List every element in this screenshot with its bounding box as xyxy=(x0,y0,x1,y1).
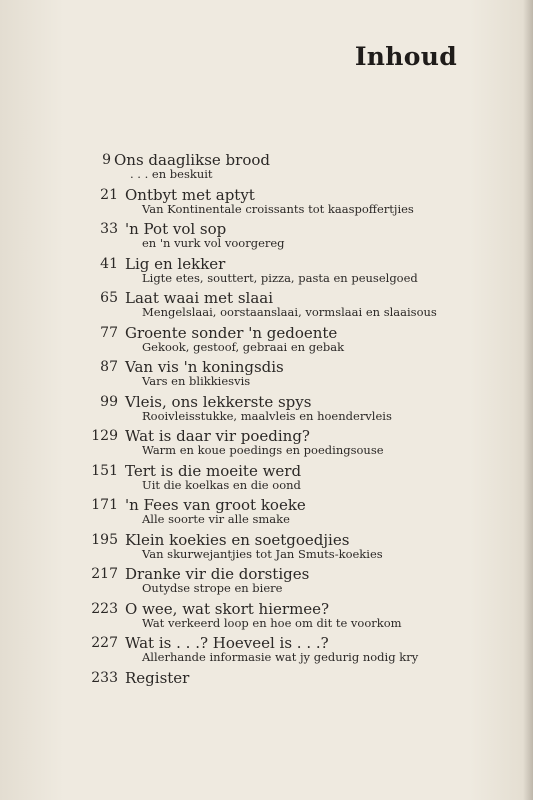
toc-heading: Register xyxy=(125,668,190,687)
toc-subheading: . . . en beskuit xyxy=(130,167,213,181)
toc-entry xyxy=(0,358,533,393)
toc-entry xyxy=(0,600,533,635)
toc-entry xyxy=(0,324,533,359)
toc-heading: 'n Fees van groot koeke xyxy=(125,496,306,514)
toc-subheading: Allerhande informasie wat jy gedurig nodig kry xyxy=(142,650,419,664)
toc-subheading: Warm en koue poedings en poedingsouse xyxy=(142,443,384,457)
toc-page-number: 41 xyxy=(100,255,118,272)
toc-entry xyxy=(0,289,533,324)
toc-page-number: 171 xyxy=(91,497,118,513)
toc-entry xyxy=(0,255,533,290)
toc-subheading: Gekook, gestoof, gebraai en gebak xyxy=(142,339,345,354)
toc-heading: Wat is . . .? Hoeveel is . . .? xyxy=(125,634,329,652)
toc-heading: Van vis 'n koningsdis xyxy=(125,358,284,376)
toc-subheading: Alle soorte vir alle smake xyxy=(142,512,290,526)
toc-subheading: Mengelslaai, oorstaanslaai, vormslaai en slaaisous xyxy=(142,305,437,319)
toc-heading: Klein koekies en soetgoedjies xyxy=(125,530,350,549)
toc-entry xyxy=(0,393,533,428)
toc-heading: Ontbyt met aptyt xyxy=(125,185,255,204)
toc-page-number: 233 xyxy=(91,669,118,686)
toc-subheading: Vars en blikkiesvis xyxy=(142,374,251,388)
toc-entry xyxy=(0,462,533,497)
toc-heading: O wee, wat skort hiermee? xyxy=(125,599,330,618)
toc-page-number: 9 xyxy=(102,152,111,168)
toc-entry xyxy=(0,531,533,566)
toc-heading: Laat waai met slaai xyxy=(125,289,274,307)
toc-subheading: Rooivleisstukke, maalvleis en hoendervleis xyxy=(142,408,392,423)
toc-entry xyxy=(0,151,533,186)
toc-page-number: 87 xyxy=(100,359,118,375)
toc-page-number: 223 xyxy=(91,600,118,617)
toc-subheading: Uit die koelkas en die oond xyxy=(142,477,301,492)
toc-entry xyxy=(0,427,533,462)
toc-page-number: 151 xyxy=(91,462,118,479)
toc-heading: Tert is die moeite werd xyxy=(125,461,302,480)
toc-page-number: 129 xyxy=(91,428,118,444)
toc-entry xyxy=(0,669,533,704)
table-of-contents xyxy=(0,151,533,703)
toc-subheading: Ligte etes, souttert, pizza, pasta en peuselgoed xyxy=(142,270,418,285)
toc-page-number: 21 xyxy=(100,186,118,203)
toc-heading: Ons daaglikse brood xyxy=(114,151,270,169)
toc-entry xyxy=(0,634,533,669)
toc-heading: Lig en lekker xyxy=(125,254,226,273)
toc-page-number: 33 xyxy=(100,221,118,237)
page-title: Inhoud xyxy=(354,42,457,71)
toc-heading: Wat is daar vir poeding? xyxy=(125,427,310,445)
toc-subheading: Van skurwejantjies tot Jan Smuts-koekies xyxy=(142,546,383,561)
toc-entry xyxy=(0,565,533,600)
toc-heading: Groente sonder 'n gedoente xyxy=(125,323,338,342)
toc-subheading: Wat verkeerd loop en hoe om dit te voorkom xyxy=(142,615,402,630)
toc-page-number: 195 xyxy=(91,531,118,548)
toc-entry xyxy=(0,186,533,221)
toc-page-number: 77 xyxy=(100,324,118,341)
toc-heading: 'n Pot vol sop xyxy=(125,220,227,238)
toc-subheading: Outydse strope en biere xyxy=(142,581,283,595)
toc-heading: Dranke vir die dorstiges xyxy=(125,565,310,583)
toc-page-number: 99 xyxy=(100,393,118,410)
toc-page-number: 65 xyxy=(100,290,118,306)
toc-heading: Vleis, ons lekkerste spys xyxy=(125,392,312,411)
toc-entry xyxy=(0,220,533,255)
toc-page-number: 217 xyxy=(91,566,118,582)
toc-subheading: Van Kontinentale croissants tot kaaspoffertjies xyxy=(142,201,414,216)
toc-entry xyxy=(0,496,533,531)
toc-page-number: 227 xyxy=(91,635,118,651)
toc-subheading: en 'n vurk vol voorgereg xyxy=(142,236,285,250)
